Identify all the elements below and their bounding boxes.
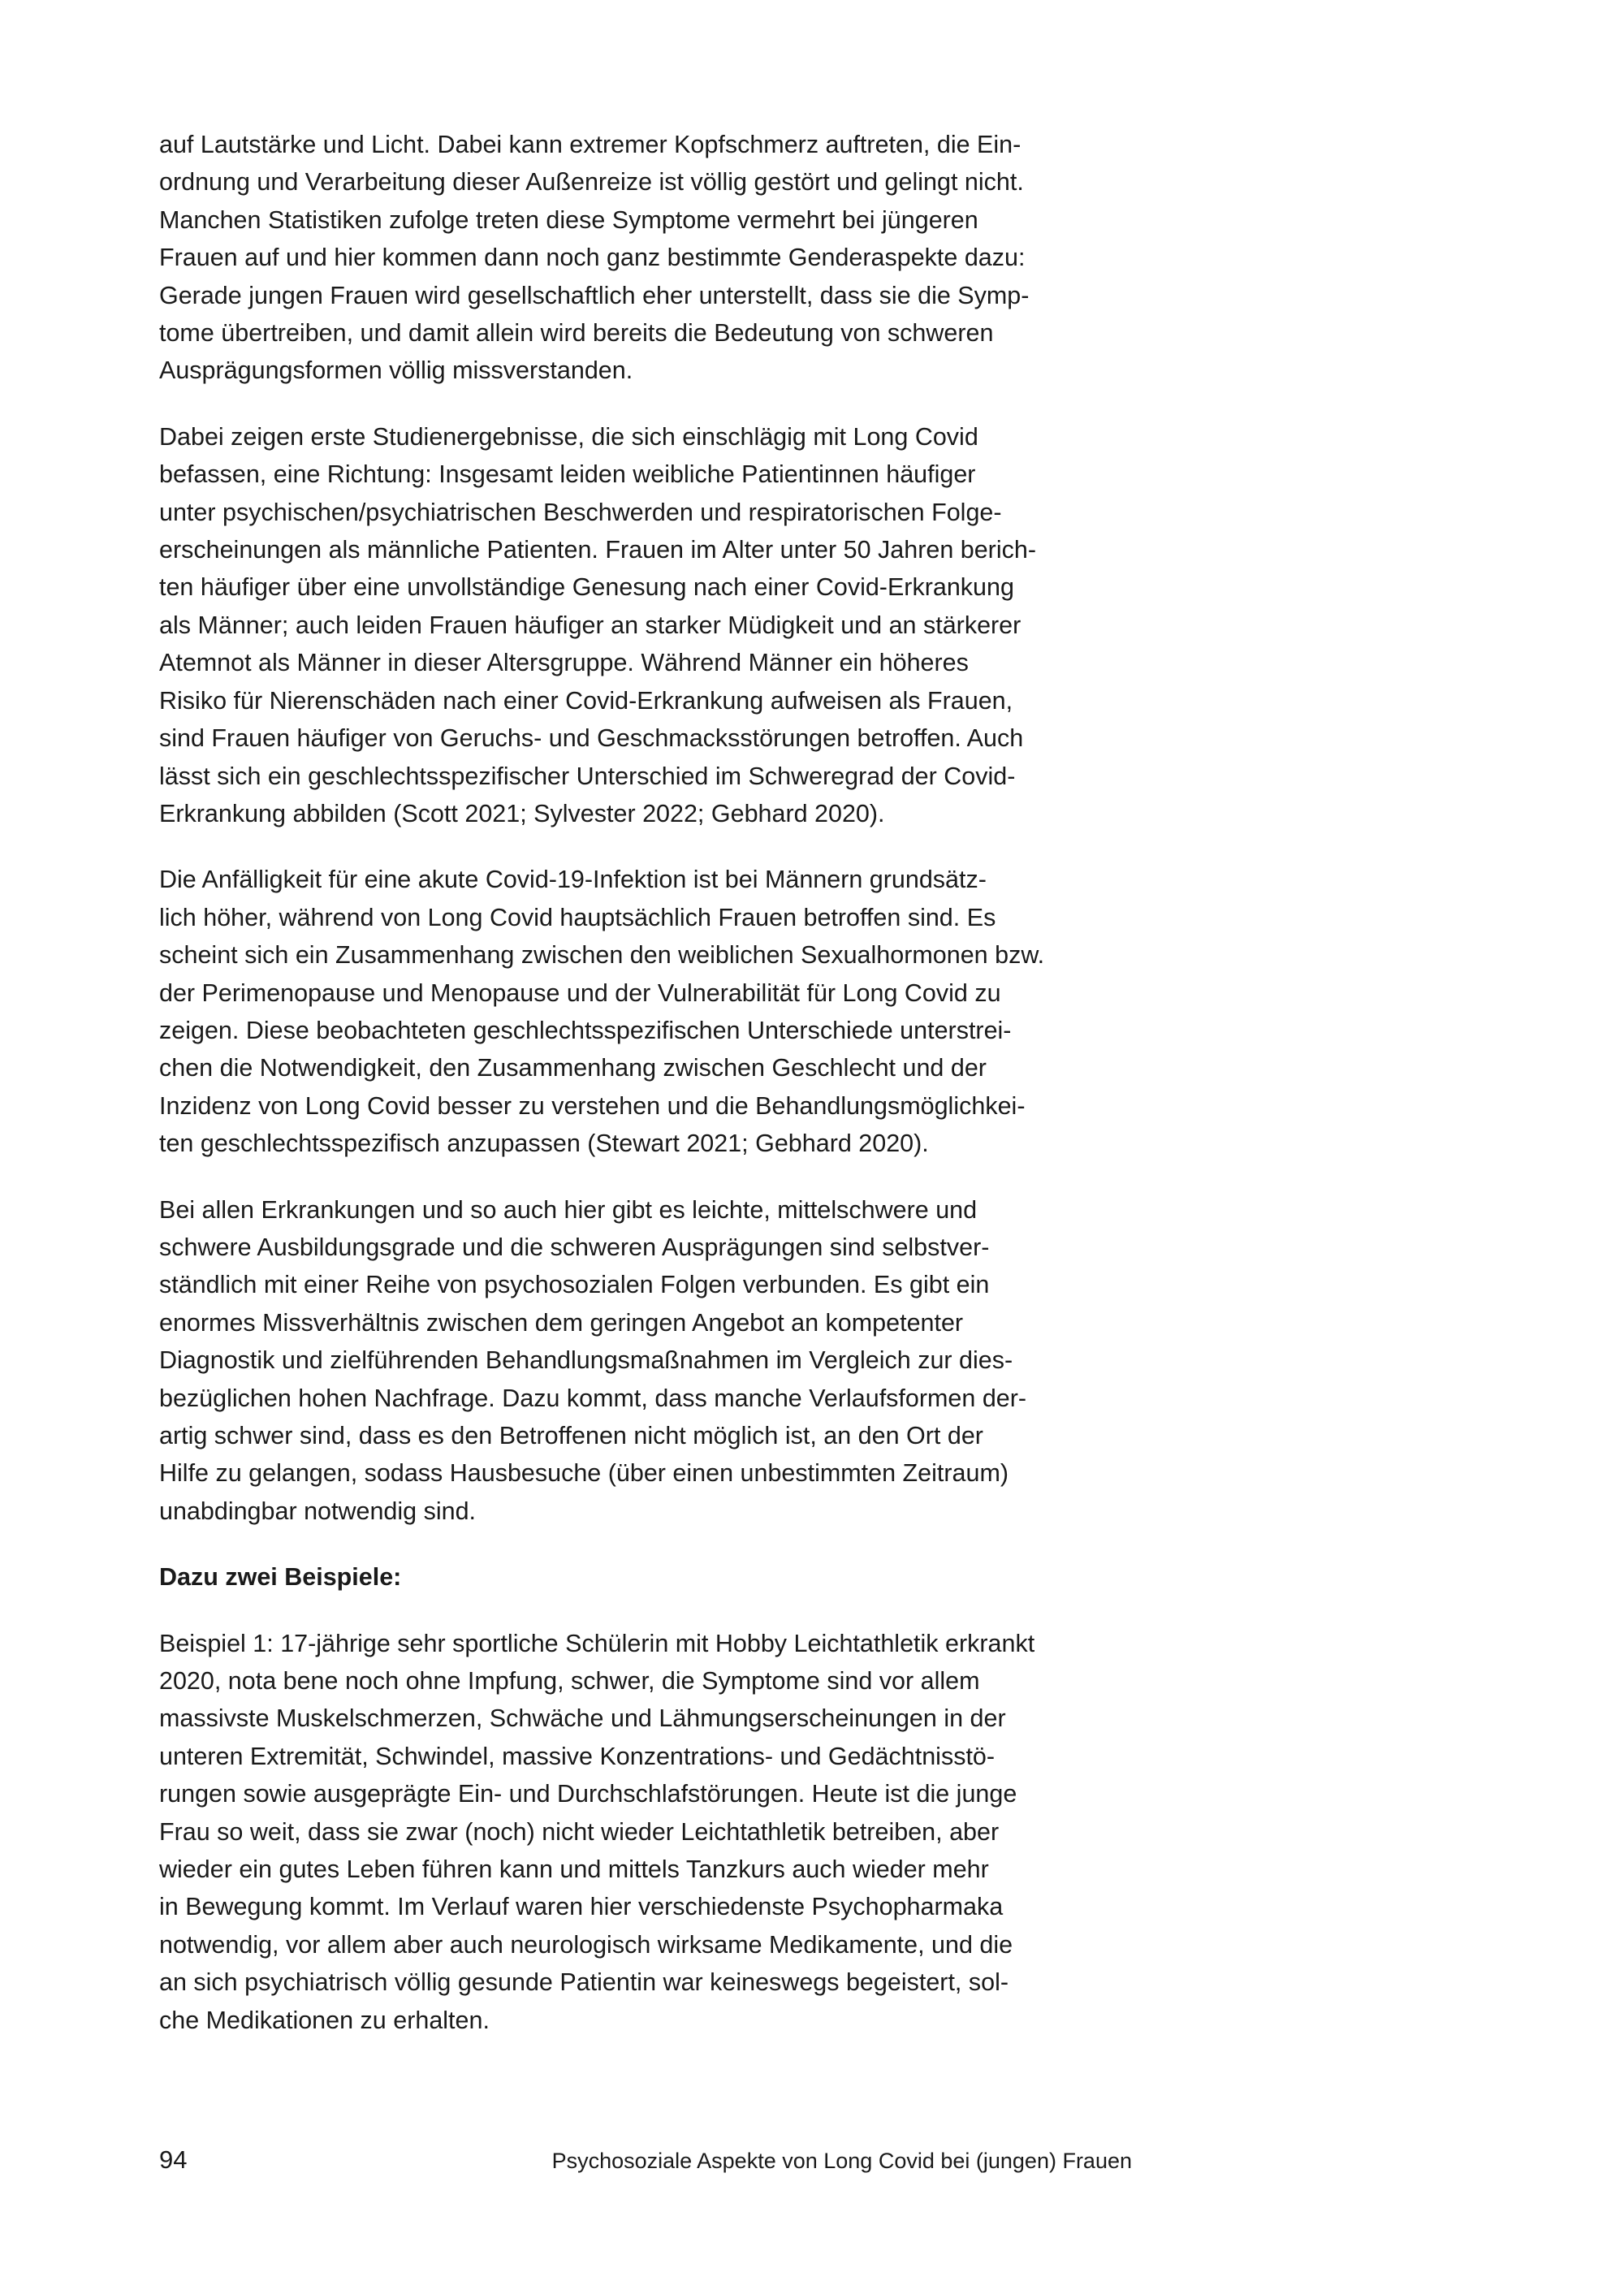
text-line: enormes Missverhältnis zwischen dem geringen Angebot an kompetenter [159,1308,964,1337]
text-line: befassen, eine Richtung: Insgesamt leiden weibliche Patientinnen häufiger [159,460,976,489]
text-line: ständlich mit einer Reihe von psychosozialen Folgen verbunden. Es gibt ein [159,1271,990,1299]
text-line: notwendig, vor allem aber auch neurologisch wirksame Medikamente, und die [159,1930,1013,1959]
paragraph-4 [159,1191,1125,1531]
paragraph-2 [159,418,1125,832]
text-line: ten häufiger über eine unvollständige Genesung nach einer Covid-Erkrankung [159,573,1014,602]
text-line: Erkrankung abbilden (Scott 2021; Sylvester 2022; Gebhard 2020). [159,799,885,827]
example-paragraph [159,1625,1125,2039]
text-line: massivste Muskelschmerzen, Schwäche und Lähmungserscheinungen in der [159,1704,1006,1733]
text-line: Beispiel 1: 17-jährige sehr sportliche Schülerin mit Hobby Leichtathletik erkrankt [159,1629,1035,1657]
text-line: Die Anfälligkeit für eine akute Covid-19-Infektion ist bei Männern grundsätz- [159,866,987,894]
text-line: Hilfe zu gelangen, sodass Hausbesuche (über einen unbestimmten Zeitraum) [159,1459,1009,1488]
text-line: unteren Extremität, Schwindel, massive Konzentrations- und Gedächtnisstö- [159,1742,996,1770]
text-line: an sich psychiatrisch völlig gesunde Patientin war keineswegs begeistert, sol- [159,1968,1009,1997]
text-line: rungen sowie ausgeprägte Ein- und Durchschlafstörungen. Heute ist die junge [159,1780,1017,1808]
paragraph-1 [159,126,1125,390]
text-line: Bei allen Erkrankungen und so auch hier gibt es leichte, mittelschwere und [159,1195,978,1224]
text-line: Dabei zeigen erste Studienergebnisse, die sich einschlägig mit Long Covid [159,422,978,451]
text-line: der Perimenopause und Menopause und der Vulnerabilität für Long Covid zu [159,978,1001,1007]
text-line: scheint sich ein Zusammenhang zwischen den weiblichen Sexualhormonen bzw. [159,941,1045,970]
section-heading: Dazu zwei Beispiele: [159,1563,402,1592]
text-line: schwere Ausbildungsgrade und die schweren Ausprägungen sind selbstver- [159,1233,990,1261]
text-line: bezüglichen hohen Nachfrage. Dazu kommt, dass manche Verlaufsformen der- [159,1384,1027,1412]
text-line: zeigen. Diese beobachteten geschlechtsspezifischen Unterschiede unterstrei- [159,1016,1012,1044]
text-line: che Medikationen zu erhalten. [159,2006,490,2034]
text-line: tome übertreiben, und damit allein wird bereits die Bedeutung von schweren [159,319,994,348]
text-line: Atemnot als Männer in dieser Altersgruppe. Während Männer ein höheres [159,649,969,677]
running-footer-title: Psychosoziale Aspekte von Long Covid bei (jungen) Frauen [551,2149,1132,2173]
text-line: sind Frauen häufiger von Geruchs- und Geschmacksstörungen betroffen. Auch [159,724,1024,753]
text-line: unabdingbar notwendig sind. [159,1497,477,1525]
text-line: Ausprägungsformen völlig missverstanden. [159,356,633,385]
text-line: lich höher, während von Long Covid hauptsächlich Frauen betroffen sind. Es [159,903,996,931]
text-line: ten geschlechtsspezifisch anzupassen (Stewart 2021; Gebhard 2020). [159,1130,929,1158]
text-line: artig schwer sind, dass es den Betroffenen nicht möglich ist, an den Ort der [159,1422,983,1449]
body-text [159,126,1125,2067]
text-line: Risiko für Nierenschäden nach einer Covid-Erkrankung aufweisen als Frauen, [159,686,1013,715]
text-line: Gerade jungen Frauen wird gesellschaftlich eher unterstellt, dass sie die Symp- [159,281,1030,309]
text-line: Manchen Statistiken zufolge treten diese Symptome vermehrt bei jüngeren [159,205,978,234]
text-line: Frau so weit, dass sie zwar (noch) nicht wieder Leichtathletik betreiben, aber [159,1817,1000,1846]
text-line: Diagnostik und zielführenden Behandlungsmaßnahmen im Vergleich zur dies- [159,1346,1013,1375]
text-line: chen die Notwendigkeit, den Zusammenhang zwischen Geschlecht und der [159,1054,987,1082]
text-line: Frauen auf und hier kommen dann noch ganz bestimmte Genderaspekte dazu: [159,244,1026,272]
text-line: auf Lautstärke und Licht. Dabei kann extremer Kopfschmerz auftreten, die Ein- [159,131,1021,158]
text-line: lässt sich ein geschlechtsspezifischer Unterschied im Schweregrad der Covid- [159,762,1016,790]
page-number: 94 [159,2145,188,2174]
paragraph-3 [159,861,1125,1162]
text-line: in Bewegung kommt. Im Verlauf waren hier verschiedenste Psychopharmaka [159,1893,1004,1921]
text-line: ordnung und Verarbeitung dieser Außenreize ist völlig gestört und gelingt nicht. [159,168,1024,197]
text-line: wieder ein gutes Leben führen kann und mittels Tanzkurs auch wieder mehr [159,1855,989,1884]
text-line: unter psychischen/psychiatrischen Beschwerden und respiratorischen Folge- [159,498,1002,526]
text-line: erscheinungen als männliche Patienten. Frauen im Alter unter 50 Jahren berich- [159,536,1036,564]
text-line: Inzidenz von Long Covid besser zu verstehen und die Behandlungsmöglichkei- [159,1091,1026,1120]
text-line: 2020, nota bene noch ohne Impfung, schwer, die Symptome sind vor allem [159,1667,980,1696]
text-line: als Männer; auch leiden Frauen häufiger an starker Müdigkeit und an stärkerer [159,611,1021,639]
